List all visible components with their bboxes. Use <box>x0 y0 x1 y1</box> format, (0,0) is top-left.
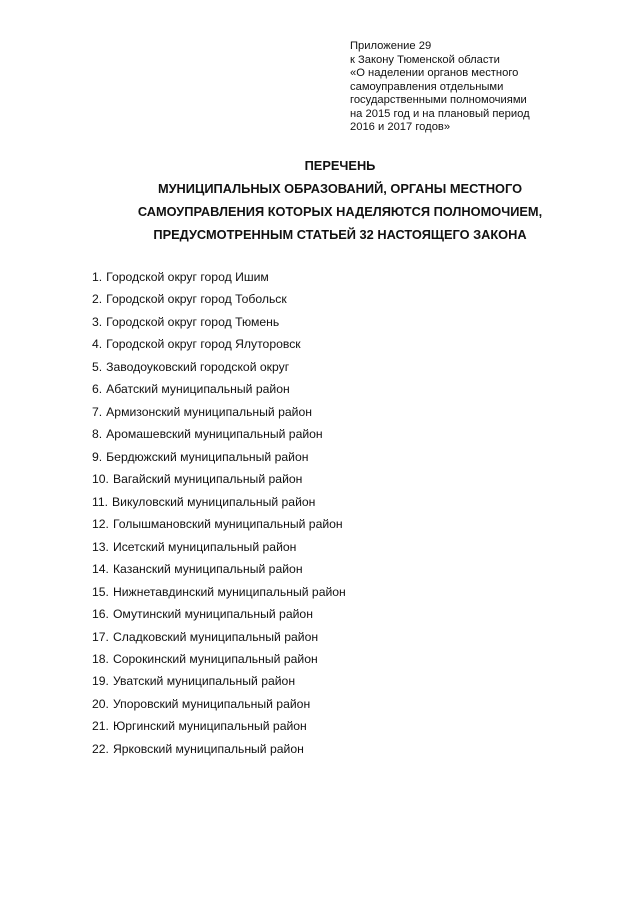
item-number: 10. <box>92 472 109 487</box>
item-number: 11. <box>92 494 109 509</box>
title-line: ПРЕДУСМОТРЕННЫМ СТАТЬЕЙ 32 НАСТОЯЩЕГО ЗАКОНА <box>153 227 527 242</box>
item-text: Казанский муниципальный район <box>112 562 303 577</box>
item-text: Бердюжский муниципальный район <box>106 449 309 464</box>
item-number: 8. <box>92 427 103 442</box>
appendix-line: государственными полномочиями <box>350 94 527 106</box>
item-text: Городской округ город Тобольск <box>106 292 287 307</box>
list-item <box>92 626 592 648</box>
item-number: 22. <box>92 741 109 756</box>
list-item <box>92 266 592 288</box>
list-item <box>92 356 592 378</box>
list-item <box>92 513 592 535</box>
item-number: 6. <box>92 382 103 397</box>
title-line: САМОУПРАВЛЕНИЯ КОТОРЫХ НАДЕЛЯЮТСЯ ПОЛНОМОЧИЕМ, <box>137 204 543 219</box>
item-number: 13. <box>92 539 109 554</box>
list-item <box>92 693 592 715</box>
list-item <box>92 581 592 603</box>
title-line: ПЕРЕЧЕНЬ <box>304 158 376 173</box>
list-item <box>92 536 592 558</box>
list-item <box>92 311 592 333</box>
item-number: 17. <box>92 629 109 644</box>
item-number: 14. <box>92 562 109 577</box>
appendix-line: 2016 и 2017 годов» <box>350 121 451 133</box>
appendix-line: на 2015 год и на плановый период <box>350 107 530 120</box>
item-number: 2. <box>92 292 103 307</box>
item-number: 21. <box>92 719 109 734</box>
item-text: Голышмановский муниципальный район <box>112 517 343 532</box>
list-item <box>92 738 592 760</box>
item-number: 5. <box>92 359 103 374</box>
appendix-line: самоуправления отдельными <box>350 80 504 93</box>
item-number: 9. <box>92 449 103 464</box>
list-item <box>92 333 592 355</box>
item-number: 16. <box>92 607 109 622</box>
item-text: Абатский муниципальный район <box>106 382 290 397</box>
item-text: Вагайский муниципальный район <box>112 472 303 487</box>
item-text: Аромашевский муниципальный район <box>106 427 323 442</box>
item-text: Заводоуковский городской округ <box>106 359 290 374</box>
item-text: Нижнетавдинский муниципальный район <box>112 584 346 599</box>
list-item <box>92 603 592 625</box>
item-number: 20. <box>92 696 109 711</box>
item-number: 18. <box>92 651 109 666</box>
municipality-list <box>92 266 592 760</box>
item-text: Викуловский муниципальный район <box>112 494 316 509</box>
list-item <box>92 401 592 423</box>
document-title <box>60 157 620 249</box>
appendix-note <box>350 40 610 135</box>
item-number: 19. <box>92 674 109 689</box>
item-text: Городской округ город Ялуторовск <box>106 337 301 352</box>
list-item <box>92 491 592 513</box>
list-item <box>92 468 592 490</box>
item-text: Исетский муниципальный район <box>112 539 297 554</box>
item-text: Омутинский муниципальный район <box>112 607 313 622</box>
item-text: Юргинский муниципальный район <box>112 719 307 734</box>
item-number: 4. <box>92 337 103 352</box>
item-number: 12. <box>92 517 109 532</box>
appendix-line: «О наделении органов местного <box>350 67 519 79</box>
item-number: 3. <box>92 314 103 329</box>
title-line: МУНИЦИПАЛЬНЫХ ОБРАЗОВАНИЙ, ОРГАНЫ МЕСТНОГО <box>157 181 523 196</box>
appendix-line: к Закону Тюменской области <box>350 53 500 66</box>
item-text: Сорокинский муниципальный район <box>112 651 318 666</box>
list-item <box>92 288 592 310</box>
list-item <box>92 648 592 670</box>
list-item <box>92 423 592 445</box>
item-text: Уватский муниципальный район <box>112 674 296 689</box>
item-number: 7. <box>92 404 103 419</box>
list-item <box>92 670 592 692</box>
item-number: 1. <box>92 270 103 284</box>
list-item <box>92 378 592 400</box>
item-number: 15. <box>92 584 109 599</box>
list-item <box>92 715 592 737</box>
list-item <box>92 558 592 580</box>
item-text: Городской округ город Ишим <box>106 270 269 284</box>
item-text: Сладковский муниципальный район <box>112 629 319 644</box>
item-text: Упоровский муниципальный район <box>112 696 311 711</box>
item-text: Ярковский муниципальный район <box>112 741 304 756</box>
item-text: Городской округ город Тюмень <box>106 314 280 329</box>
list-item <box>92 446 592 468</box>
item-text: Армизонский муниципальный район <box>106 404 312 419</box>
appendix-line: Приложение 29 <box>350 40 432 52</box>
